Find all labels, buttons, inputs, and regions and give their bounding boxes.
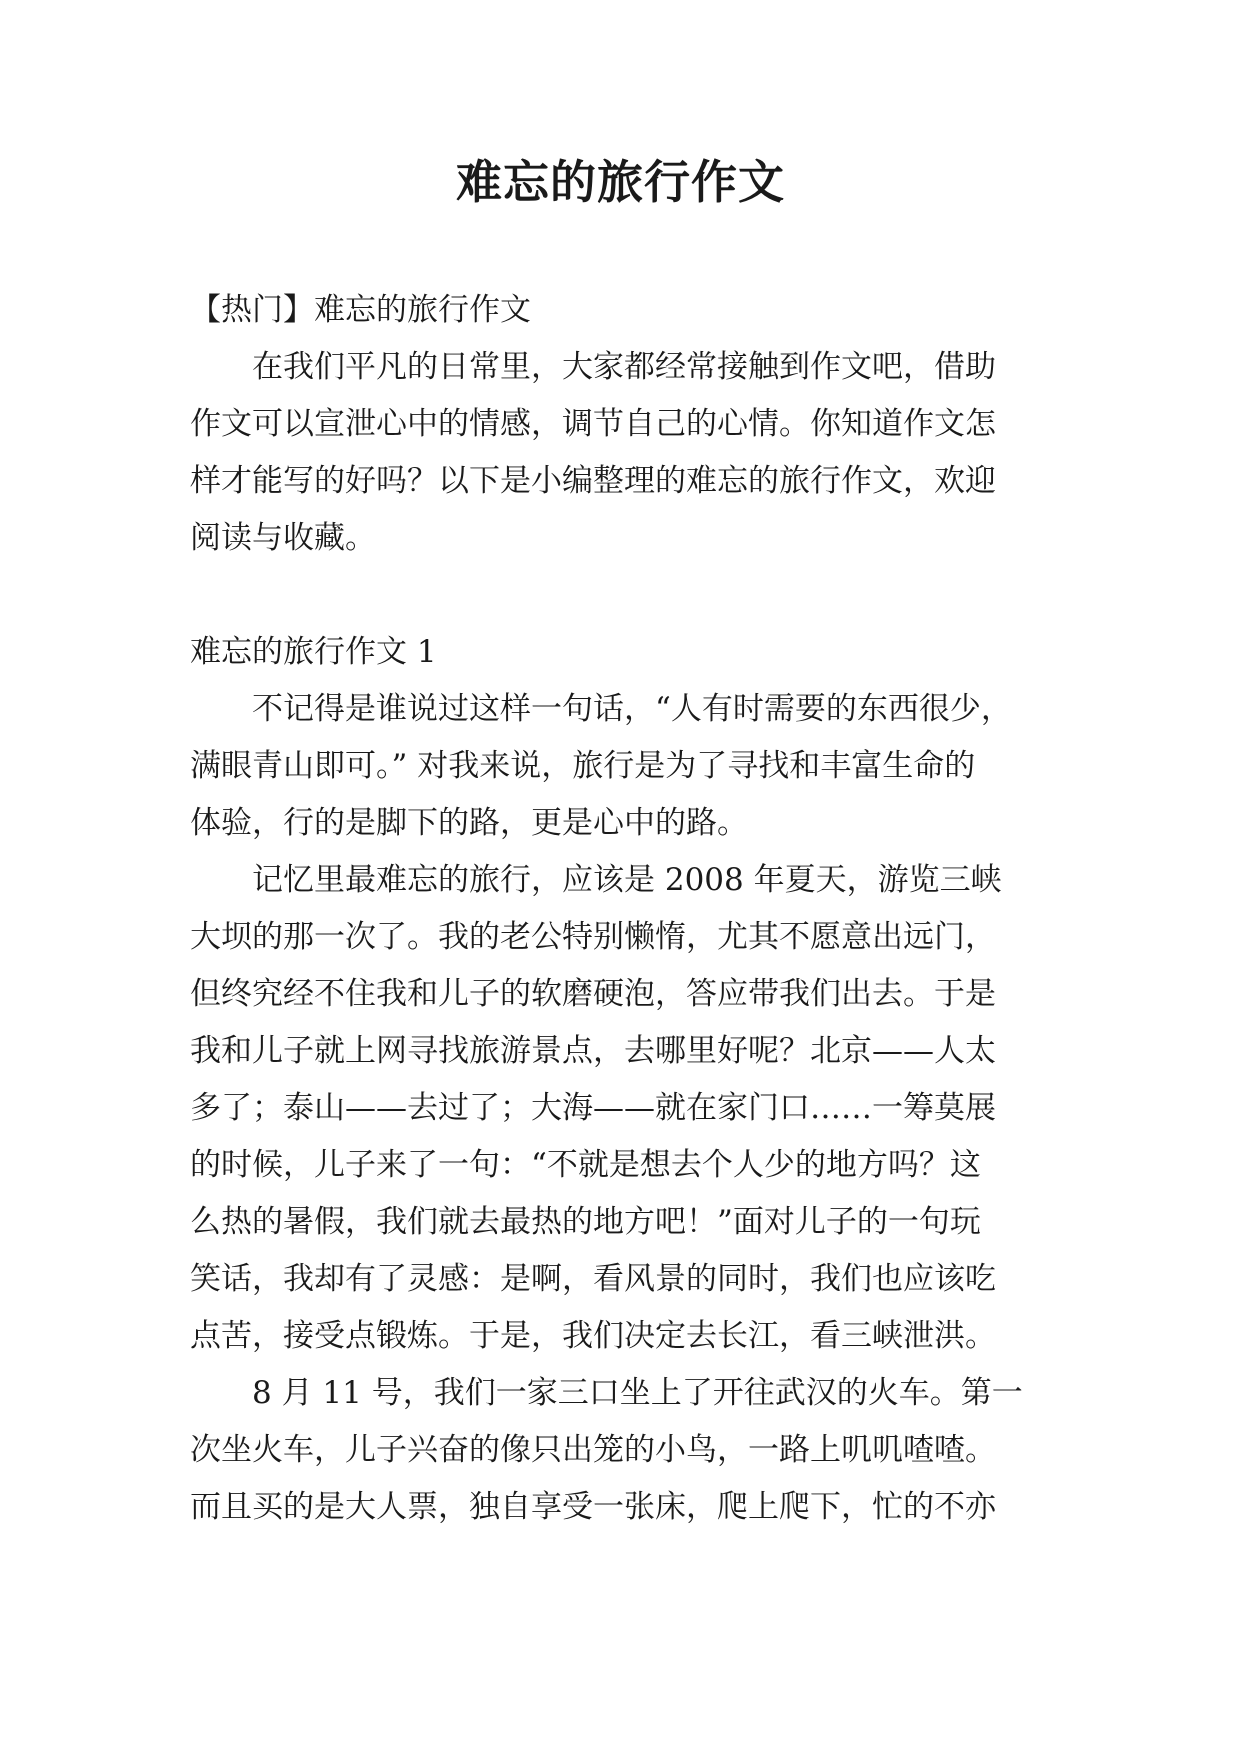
text-line: 不记得是谁说过这样一句话，“人有时需要的东西很少， bbox=[252, 691, 1012, 727]
text-line: 8 月 11 号，我们一家三口坐上了开往武汉的火车。第一 bbox=[252, 1375, 1023, 1411]
text-line: 记忆里最难忘的旅行，应该是 2008 年夏天，游览三峡 bbox=[252, 862, 1002, 898]
paragraph-1 bbox=[190, 681, 1060, 852]
text-line: 而且买的是大人票，独自享受一张床，爬上爬下，忙的不亦 bbox=[190, 1489, 996, 1525]
text-line: 满眼青山即可。” 对我来说，旅行是为了寻找和丰富生命的 bbox=[190, 748, 976, 784]
text-line: 笑话，我却有了灵感：是啊，看风景的同时，我们也应该吃 bbox=[190, 1261, 996, 1297]
text-line: 点苦，接受点锻炼。于是，我们决定去长江，看三峡泄洪。 bbox=[190, 1318, 996, 1354]
text-line: 阅读与收藏。 bbox=[190, 520, 376, 556]
document-title: 难忘的旅行作文 bbox=[456, 155, 785, 209]
document-body bbox=[190, 282, 1060, 1536]
paragraph-3 bbox=[190, 1365, 1060, 1536]
text-line: 大坝的那一次了。我的老公特别懒惰，尤其不愿意出远门， bbox=[190, 919, 996, 955]
text-line: 多了；泰山——去过了；大海——就在家门口……一筹莫展 bbox=[190, 1090, 996, 1126]
section-heading: 难忘的旅行作文 1 bbox=[190, 634, 437, 670]
text-line: 么热的暑假，我们就去最热的地方吧！”面对儿子的一句玩 bbox=[190, 1204, 981, 1240]
intro-paragraph bbox=[190, 339, 1060, 567]
header-line: 【热门】难忘的旅行作文 bbox=[190, 292, 531, 328]
text-line: 的时候，儿子来了一句：“不就是想去个人少的地方吗？这 bbox=[190, 1147, 981, 1183]
paragraph-2 bbox=[190, 852, 1060, 1365]
text-line: 次坐火车，儿子兴奋的像只出笼的小鸟，一路上叽叽喳喳。 bbox=[190, 1432, 996, 1468]
text-line: 体验，行的是脚下的路，更是心中的路。 bbox=[190, 805, 748, 841]
text-line: 作文可以宣泄心中的情感，调节自己的心情。你知道作文怎 bbox=[190, 406, 996, 442]
text-line: 我和儿子就上网寻找旅游景点，去哪里好呢？北京——人太 bbox=[190, 1033, 996, 1069]
text-line: 样才能写的好吗？以下是小编整理的难忘的旅行作文，欢迎 bbox=[190, 463, 996, 499]
text-line: 但终究经不住我和儿子的软磨硬泡，答应带我们出去。于是 bbox=[190, 976, 996, 1012]
text-line: 在我们平凡的日常里，大家都经常接触到作文吧，借助 bbox=[252, 349, 996, 385]
